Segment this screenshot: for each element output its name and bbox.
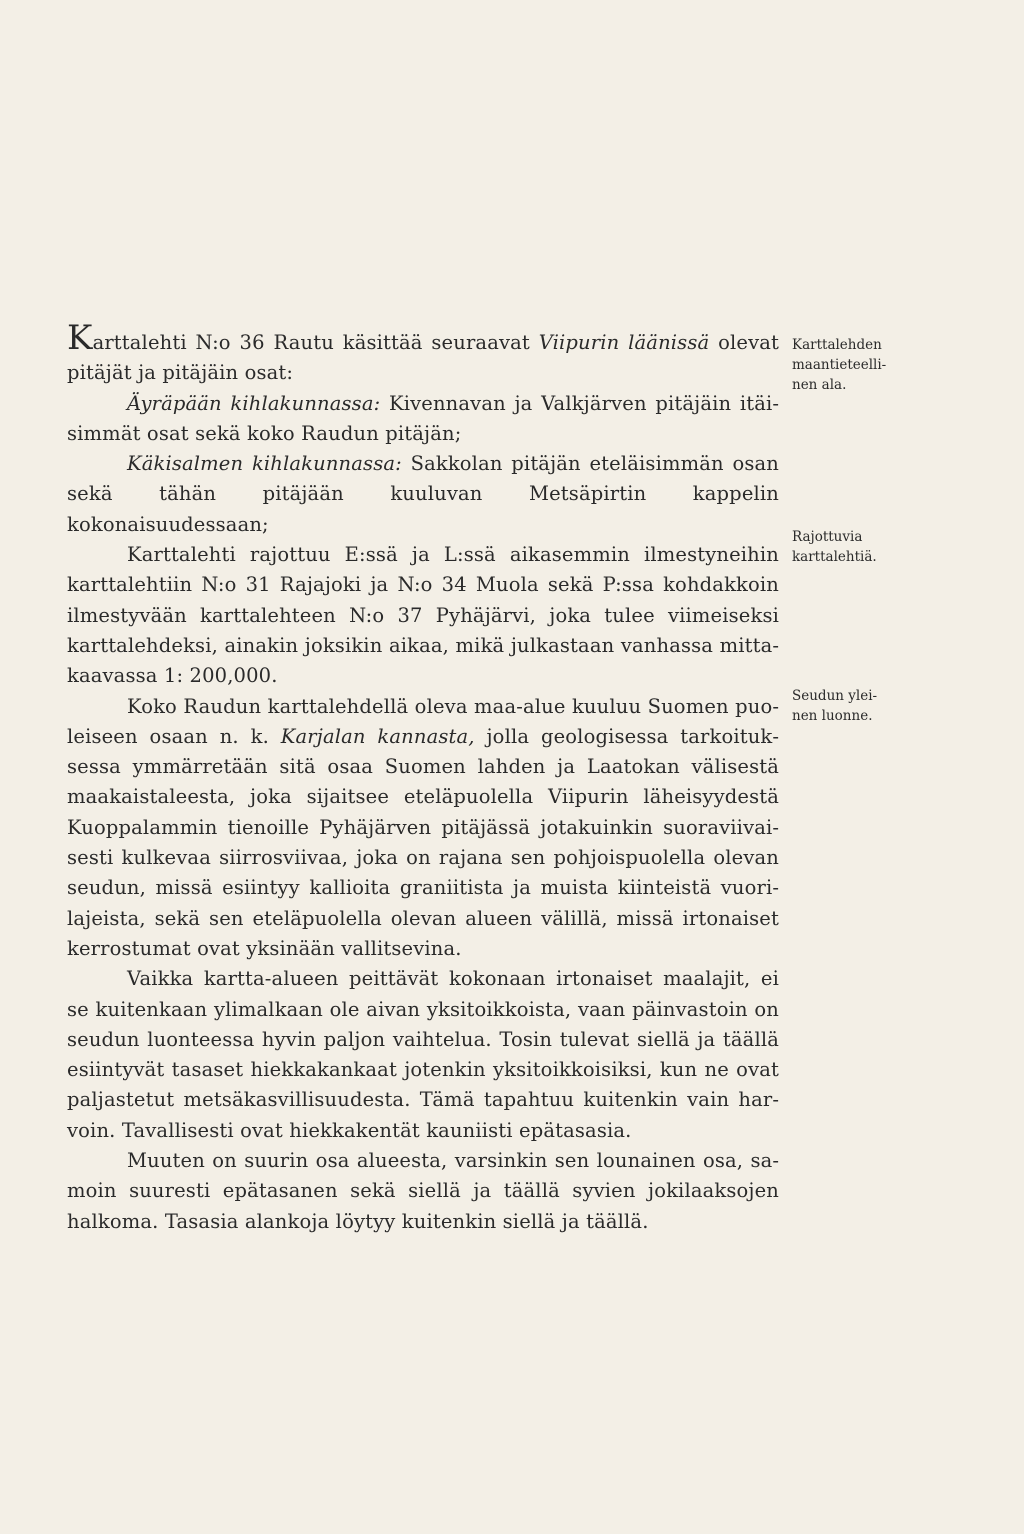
margin-note-area: Karttalehden maantieteelli- nen ala.	[792, 337, 887, 393]
paragraph-general: Koko Raudun karttalehdellä oleva maa-alue kuuluu Suomen puoleiseen osaan n. k. Karjalan kannasta, jolla geologisessa tarkoituksessa ymmärretään sitä osaa Suomen lahden ja Laatokan välisestä maakaistaleesta, joka sijaitsee eteläpuolella Viipurin läheisyydestä Kuoppalammin tienoille Pyhäjärven pitäjässä jotakuinkin suoraviivaisesti kulkevaa siirrosviivaa, joka on rajana sen pohjoispuolella olevan seudun, missä esiintyy kallioita graniitista ja muista kiinteistä vuorilajeista, sekä sen eteläpuolella olevan alueen välillä, missä irtonaiset kerrostumat ovat yksinään vallitsevina.	[67, 694, 779, 960]
paragraph-intro: Karttalehti N:o 36 Rautu käsittää seuraavat Viipurin läänissä olevat pitäjät ja pitäjäin osat:	[67, 318, 779, 385]
drop-cap: K	[67, 318, 93, 358]
paragraph-variety: Vaikka kartta-alueen peittävät kokonaan irtonaiset maalajit, ei se kuitenkaan ylimalkaan ole aivan yksitoikkoista, vaan päinvastoin on seudun luonteessa hyvin paljon vaihtelua. Tosin tulevat siellä ja täällä esiintyvät tasaset hiekkakankaat jotenkin yksitoikkoisiksi, kun ne ovat paljastetut metsäkasvillisuudesta. Tämä tapahtuu kuitenkin vain harvoin. Tavallisesti ovat hiekkakentät kauniisti epätasasia.	[67, 967, 779, 1142]
margin-note-character: Seudun ylei- nen luonne.	[792, 688, 878, 724]
paragraph-kakisalmi: Käkisalmen kihlakunnassa: Sakkolan pitäjän eteläisimmän osan sekä tähän pitäjään kuuluvan Metsäpirtin kappelin kokonaisuudessaan;	[67, 452, 779, 536]
margin-note-borders: Rajottuvia karttalehtiä.	[792, 529, 877, 565]
paragraph-ayrapaa: Äyräpään kihlakunnassa: Kivennavan ja Valkjärven pitäjäin itäisimmät osat sekä koko Raudun pitäjän;	[67, 391, 780, 445]
paragraph-borders: Karttalehti rajottuu E:ssä ja L:ssä aikasemmin ilmestyneihin karttalehtiin N:o 31 Rajajoki ja N:o 34 Muola sekä P:ssa kohdakkoin ilmestyvään karttalehteen N:o 37 Pyhäjärvi, joka tulee viimeiseksi karttalehdeksi, ainakin joksikin aikaa, mikä julkastaan vanhassa mittakaavassa 1: 200,000.	[67, 543, 779, 688]
main-text	[67, 318, 780, 1237]
paragraph-terrain: Muuten on suurin osa alueesta, varsinkin sen lounainen osa, samoin suuresti epätasanen sekä siellä ja täällä syvien jokilaaksojen halkoma. Tasasia alankoja löytyy kuitenkin siellä ja täällä.	[67, 1149, 779, 1233]
